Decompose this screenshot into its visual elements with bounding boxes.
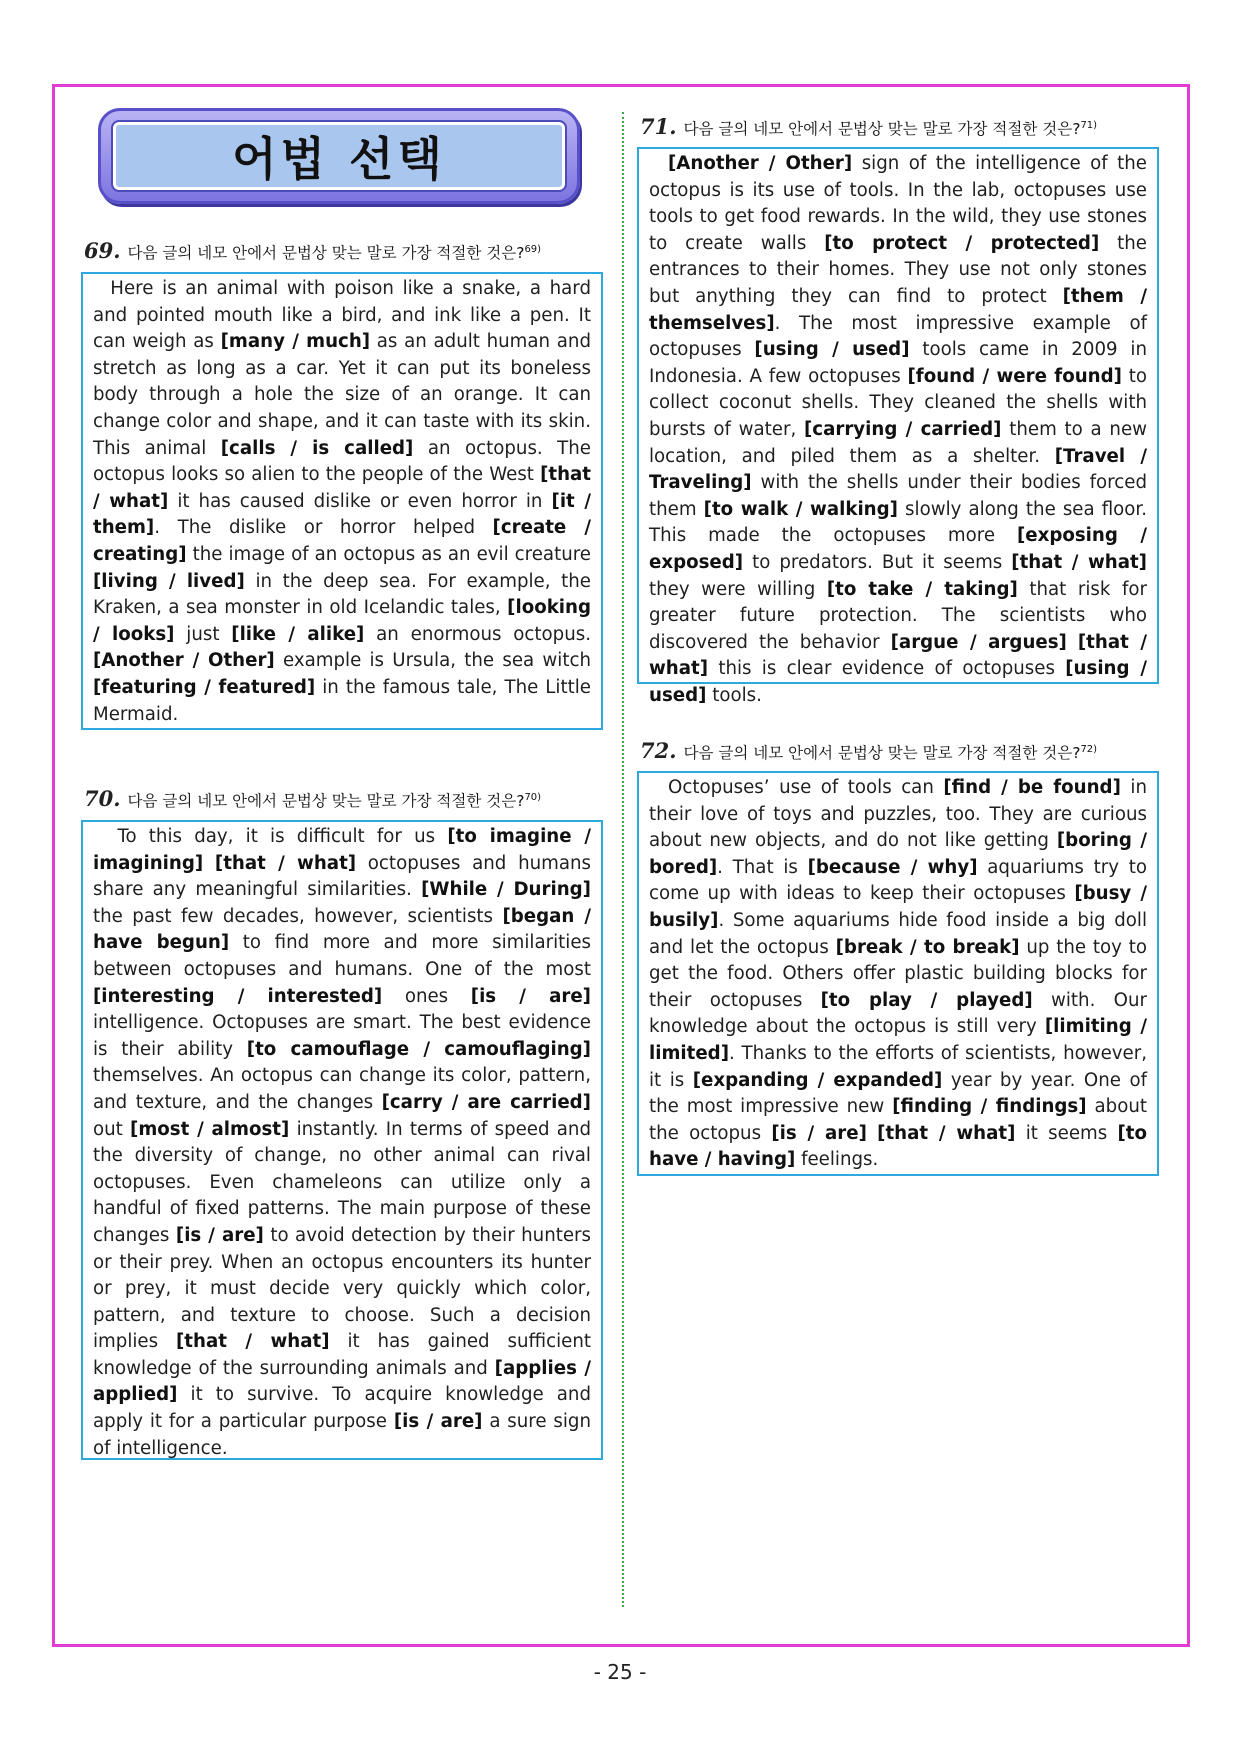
footnote-marker: 70) (524, 791, 542, 803)
answer-choice: [boring / bored] (649, 830, 1147, 878)
answer-choice: [it / them] (93, 490, 591, 539)
question-number: 70. (84, 786, 121, 811)
answer-choice: [expanding / expanded] (692, 1069, 943, 1091)
answer-choice: [carrying / carried] (804, 418, 1002, 440)
passage-text: an enormous octopus. (364, 623, 597, 645)
passage-box-72 (637, 771, 1159, 1176)
answer-choice: [to play / played] (820, 989, 1033, 1011)
passage-text: sign of the intelligence of the octopus is its use of tools. In the lab, octopuses use tools to get food rewards. In the wild, they use stones to create walls (649, 153, 1153, 254)
passage-text: the entrances to their homes. They use not only stones but anything they can find to protect (649, 232, 1153, 307)
passage-text: a sure sign of intelligence. (93, 1411, 597, 1459)
answer-choice: [applies / applied] (93, 1357, 591, 1406)
answer-choice: [found / were found] (907, 365, 1122, 387)
answer-choice: [like / alike] (231, 623, 365, 645)
passage-text: . That is (717, 856, 808, 878)
passage-text: in the deep sea. For example, the Kraken, a sea monster in old Icelandic tales, (93, 570, 597, 619)
passage-text: it to survive. To acquire knowledge and apply it for a particular purpose (93, 1384, 597, 1433)
answer-choice: [to imagine / imagining] (93, 826, 591, 874)
passage-text: to avoid detection by their hunters or their prey. When an octopus encounters its hunter or prey, it must decide very quickly which color, pattern, and texture to choose. Such a decision implies (93, 1224, 597, 1353)
passage-text: aquariums try to come up with ideas to keep their octopuses (649, 856, 1153, 905)
answer-choice: [create / creating] (93, 517, 591, 565)
passage-text (203, 853, 215, 874)
answer-choice: [that / what] (877, 1122, 1016, 1144)
question-header-72 (640, 738, 1097, 763)
answer-choice: [that / what] (176, 1331, 330, 1353)
passage-text: tools came in 2009 in Indonesia. A few octopuses (649, 339, 1153, 387)
passage-text: themselves. An octopus can change its color, pattern, and texture, and the changes (93, 1038, 597, 1113)
passage-text: . Some aquariums hide food inside a big doll and let the octopus (649, 909, 1153, 958)
passage-text: example is Ursula, the sea witch (274, 650, 597, 672)
passage-text: this is clear evidence of octopuses (708, 658, 1066, 680)
answer-choice: [began / have begun] (93, 905, 591, 954)
answer-choice: [find / be found] (943, 777, 1121, 798)
passage-text: Here is an animal with poison like a snake, a hard and pointed mouth like a bird, and ink like a pen. It can weigh as (93, 278, 597, 353)
answer-choice: [break / to break] (835, 936, 1020, 958)
footnote-marker: 71) (1080, 119, 1098, 131)
answer-choice: [to have / having] (649, 1122, 1147, 1171)
answer-choice: [most / almost] (130, 1118, 290, 1140)
passage-text: intelligence. Octopuses are smart. The best evidence is their ability (93, 985, 597, 1060)
question-header-69 (84, 238, 541, 263)
answer-choice: [argue / argues] (890, 631, 1067, 653)
answer-choice: [that / what] (214, 852, 357, 874)
passage-text: the image of an octopus as an evil creature (186, 543, 597, 565)
passage-text: about the octopus (649, 1096, 1153, 1144)
answer-choice: [that / what] (649, 631, 1147, 680)
passage-text: them to a new location, and piled them as a shelter. (649, 418, 1153, 467)
passage-text: it seems (1015, 1122, 1118, 1144)
question-number: 69. (84, 238, 121, 263)
passage-text: ones (382, 985, 471, 1007)
passage-text: Octopuses’ use of tools can (649, 777, 944, 798)
answer-choice: [using / used] (754, 339, 910, 361)
answer-choice: [using / used] (649, 658, 1148, 706)
question-header-71 (640, 114, 1097, 139)
passage-text: in their love of toys and puzzles, too. They are curious about new objects, and do not like getting (649, 777, 1153, 852)
passage-text: . The dislike or horror helped (154, 517, 493, 539)
passage-text: out (93, 1091, 597, 1140)
answer-choice: [Another / Other] (667, 153, 853, 174)
passage-text: they were willing (649, 551, 1153, 600)
question-number: 71. (640, 114, 677, 139)
answer-choice: [that / what] (1011, 551, 1147, 573)
passage-text: in the famous tale, The Little Mermaid. (93, 676, 597, 725)
passage-text: tools. (706, 684, 762, 706)
passage-text: slowly along the sea floor. This made the octopuses more (649, 498, 1153, 547)
answer-choice: [to take / taking] (826, 578, 1018, 600)
title-banner (98, 108, 580, 204)
passage-text: to find more and more similarities between octopuses and humans. One of the most (93, 932, 597, 980)
passage-text: an octopus. The octopus looks so alien to the people of the West (93, 437, 597, 486)
answer-choice: [is / are] (175, 1224, 264, 1246)
question-prompt: 다음 글의 네모 안에서 문법상 맞는 말로 가장 적절한 것은? (127, 244, 525, 262)
answer-choice: [calls / is called] (220, 437, 414, 459)
question-prompt: 다음 글의 네모 안에서 문법상 맞는 말로 가장 적절한 것은? (683, 744, 1081, 762)
passage-box-70 (81, 820, 603, 1460)
answer-choice: [is / are] (470, 985, 591, 1007)
answer-choice: [because / why] (807, 856, 978, 878)
passage-text: instantly. In terms of speed and the diversity of change, no other animal can rival octopuses. Even chameleons can utilize only a handful of fixed patterns. The main purpose of these changes (93, 1118, 597, 1246)
passage-text (1067, 632, 1078, 653)
passage-text: that risk for greater future protection. The scientists who discovered the behavior (649, 578, 1153, 653)
answer-choice: [interesting / interested] (93, 985, 383, 1007)
passage-text: with the shells under their bodies forced them (649, 472, 1153, 520)
question-prompt: 다음 글의 네모 안에서 문법상 맞는 말로 가장 적절한 것은? (683, 120, 1081, 138)
question-header-70 (84, 786, 541, 811)
passage-text: . Thanks to the efforts of scientists, however, it is (649, 1042, 1153, 1091)
passage-text (649, 153, 668, 174)
footnote-marker: 69) (524, 243, 542, 255)
answer-choice: [Travel / Traveling] (649, 445, 1147, 494)
passage-box-69 (81, 272, 603, 730)
answer-choice: [Another / Other] (93, 650, 275, 672)
title-banner-inner (113, 122, 565, 190)
passage-text: up the toy to get the food. Others offer plastic building blocks for their octopuses (649, 936, 1153, 1011)
answer-choice: [is / are] (771, 1122, 867, 1144)
passage-text: to predators. But it seems (743, 551, 1012, 573)
answer-choice: [busy / busily] (649, 883, 1147, 931)
passage-text: feelings. (795, 1149, 879, 1171)
answer-choice: [is / are] (393, 1411, 483, 1433)
answer-choice: [them / themselves] (649, 285, 1147, 334)
answer-choice: [limiting / limited] (649, 1016, 1147, 1064)
passage-text: just (174, 623, 232, 645)
answer-choice: [carry / are carried] (381, 1091, 591, 1113)
passage-text: . The most impressive example of octopuses (649, 312, 1153, 361)
passage-text: it has gained sufficient knowledge of the surrounding animals and (93, 1331, 597, 1379)
passage-text (867, 1123, 877, 1144)
answer-choice: [to camouflage / camouflaging] (246, 1038, 591, 1060)
question-prompt: 다음 글의 네모 안에서 문법상 맞는 말로 가장 적절한 것은? (127, 792, 525, 810)
answer-choice: [exposing / exposed] (649, 525, 1147, 573)
answer-choice: [finding / findings] (892, 1096, 1087, 1118)
passage-text: the past few decades, however, scientists (93, 879, 597, 927)
passage-text: with. Our knowledge about the octopus is still very (649, 989, 1153, 1038)
answer-choice: [to walk / walking] (703, 498, 898, 520)
answer-choice: [featuring / featured] (93, 676, 316, 698)
footnote-marker: 72) (1080, 743, 1098, 755)
answer-choice: [While / During] (421, 879, 591, 901)
passage-box-71 (637, 147, 1159, 706)
answer-choice: [looking / looks] (93, 597, 591, 645)
passage-text: To this day, it is difficult for us (93, 826, 448, 847)
question-number: 72. (640, 738, 677, 763)
page-number: - 25 - (593, 1660, 647, 1684)
page-title: 어법 선택 (232, 132, 446, 186)
answer-choice: [that / what] (93, 464, 591, 512)
answer-choice: [many / much] (220, 331, 371, 353)
passage-text: to collect coconut shells. They cleaned the shells with bursts of water, (649, 365, 1153, 440)
answer-choice: [living / lived] (93, 570, 245, 592)
answer-choice: [to protect / protected] (824, 232, 1100, 254)
passage-text: octopuses and humans share any meaningful similarities. (93, 852, 597, 901)
passage-text: it has caused dislike or even horror in (168, 490, 552, 512)
passage-text: as an adult human and stretch as long as a car. Yet it can put its boneless body through a hole the size of an orange. It can change color and shape, and it can taste with its skin. This animal (93, 331, 597, 459)
passage-text: year by year. One of the most impressive new (649, 1069, 1153, 1118)
column-divider (622, 112, 624, 1607)
